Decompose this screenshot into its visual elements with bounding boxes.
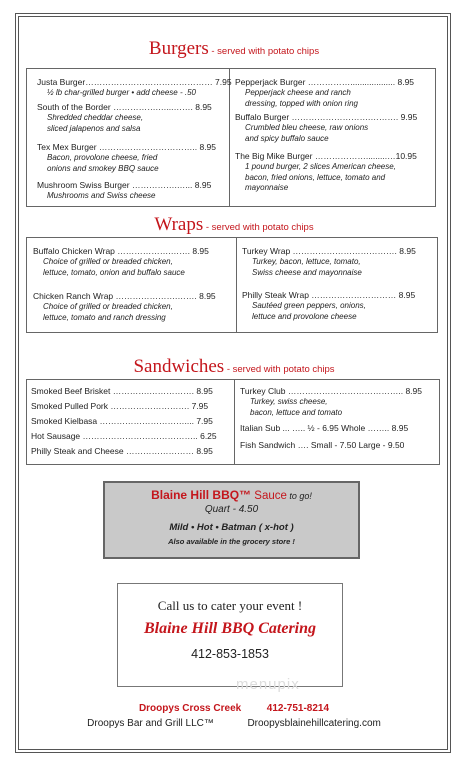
item-desc: dressing, topped with onion ring — [245, 98, 358, 108]
menupix-watermark: menupix — [236, 676, 300, 693]
item-desc: lettuce, tomato, onion and buffalo sauce — [43, 267, 185, 277]
item-desc: sliced jalapenos and salsa — [47, 123, 141, 133]
sandwiches-subtitle: - served with potato chips — [224, 364, 335, 375]
item-line: Hot Sausage ………………………………….. 6.25 — [31, 431, 217, 441]
menu-item — [37, 180, 211, 202]
menu-item — [37, 142, 216, 174]
footer-location: Droopys Cross Creek — [138, 703, 242, 714]
menu-item — [31, 386, 213, 397]
item-desc: bacon, lettuce and tomato — [250, 407, 343, 417]
menu-item — [240, 440, 404, 451]
menu-item — [33, 291, 216, 323]
menu-item — [235, 112, 417, 144]
item-line: Pepperjack Burger ……………................... 8.95 — [235, 77, 415, 87]
item-line: Fish Sandwich …. Small - 7.50 Large - 9.50 — [240, 440, 405, 450]
catering-callout: Call us to cater your event ! — [157, 598, 303, 613]
item-line: Italian Sub ... ….. ½ - 6.95 Whole …….. 8.95 — [240, 423, 409, 433]
footer-company-line — [0, 718, 468, 729]
menu-item — [37, 77, 232, 99]
item-line: Justa Burger……………………………………… 7.95 — [37, 77, 232, 87]
wraps-subtitle: - served with potato chips — [203, 222, 314, 233]
item-desc: Pepperjack cheese and ranch — [245, 88, 351, 97]
item-line: Turkey Wrap ………………………………. 8.95 — [242, 246, 416, 256]
item-line: Philly Steak and Cheese …………………… 8.95 — [31, 446, 213, 456]
item-desc: onions and smokey BBQ sauce — [47, 163, 159, 173]
menu-item — [240, 423, 408, 434]
item-line: South of the Border …………….…...……. 8.95 — [37, 102, 212, 112]
menu-item — [240, 386, 422, 418]
menu-item — [31, 446, 213, 457]
item-desc: Mushrooms and Swiss cheese — [47, 191, 156, 200]
item-line: Mushroom Swiss Burger …………….…... 8.95 — [37, 180, 212, 190]
catering-panel — [117, 583, 343, 687]
sandwiches-heading — [0, 356, 468, 378]
footer-location-line — [0, 703, 468, 714]
burgers-heading — [0, 38, 468, 60]
item-desc: 1 pound burger, 2 slices American cheese, — [245, 162, 396, 171]
footer-website: Droopysblainehillcatering.com — [247, 718, 381, 729]
burgers-title: Burgers — [148, 38, 209, 59]
item-line: Buffalo Chicken Wrap ……………….……. 8.95 — [33, 246, 209, 256]
item-desc: Choice of grilled or breaded chicken, — [43, 302, 173, 311]
item-desc: Turkey, bacon, lettuce, tomato, — [252, 257, 361, 266]
bbq-sauce-panel — [103, 481, 360, 559]
bbq-to-go: to go! — [286, 491, 312, 501]
bbq-quart-price: Quart - 4.50 — [204, 504, 259, 515]
sandwiches-title: Sandwiches — [133, 356, 225, 377]
bbq-heat-levels: Mild • Hot • Batman ( x-hot ) — [169, 522, 294, 533]
item-desc: ½ lb char-grilled burger • add cheese - .50 — [47, 88, 196, 97]
wraps-heading — [0, 214, 468, 236]
item-line: Tex Mex Burger …………………………….. 8.95 — [37, 142, 217, 152]
bbq-sauce-word: Sauce — [251, 490, 287, 502]
menu-item — [242, 246, 416, 278]
burgers-subtitle: - served with potato chips — [208, 46, 320, 57]
item-line: Buffalo Burger ……………………….………. 9.95 — [235, 112, 418, 122]
item-desc: Shredded cheddar cheese, — [47, 113, 144, 122]
wraps-box — [26, 237, 438, 333]
wraps-title: Wraps — [154, 214, 204, 235]
item-desc: Turkey, swiss cheese, — [250, 397, 328, 406]
footer-bar-name: Droopys Bar and Grill LLC™ — [87, 718, 214, 729]
item-desc: lettuce, tomato and ranch dressing — [43, 312, 166, 322]
footer-location-phone: 412-751-8214 — [266, 703, 330, 714]
menu-item — [31, 416, 213, 427]
wraps-divider — [236, 238, 237, 332]
item-desc: Swiss cheese and mayonnaise — [252, 267, 362, 277]
item-desc: Choice of grilled or breaded chicken, — [43, 257, 173, 266]
menu-item — [37, 102, 212, 134]
item-line: The Big Mike Burger ……………….........…10.95 — [235, 151, 417, 161]
menu-item — [33, 246, 209, 278]
menu-item — [242, 290, 415, 322]
item-desc: and spicy buffalo sauce — [245, 133, 329, 143]
item-line: Smoked Kielbasa ………………………….... 7.95 — [31, 416, 213, 426]
sandwiches-divider — [234, 380, 235, 464]
item-desc: Bacon, provolone cheese, fried — [47, 153, 158, 162]
item-desc: mayonnaise — [245, 183, 289, 192]
item-desc: Sautéed green peppers, onions, — [252, 301, 366, 310]
bbq-sauce-heading — [105, 488, 358, 502]
menu-item — [31, 431, 217, 442]
catering-name: Blaine Hill BBQ Catering — [143, 620, 317, 637]
sandwiches-box — [26, 379, 440, 465]
item-desc: bacon, fried onions, lettuce, tomato and — [245, 172, 386, 182]
item-line: Philly Steak Wrap ………………………… 8.95 — [242, 290, 416, 300]
menu-item — [31, 401, 208, 412]
menu-item — [235, 77, 414, 109]
item-desc: lettuce and provolone cheese — [252, 311, 357, 321]
item-line: Smoked Pulled Pork ………………………. 7.95 — [31, 401, 209, 411]
item-line: Smoked Beef Brisket ………….……………. 8.95 — [31, 386, 213, 396]
item-line: Chicken Ranch Wrap ………………….……. 8.95 — [33, 291, 216, 301]
menu-item — [235, 151, 417, 194]
catering-phone: 412-853-1853 — [191, 647, 269, 661]
burgers-box — [26, 68, 436, 207]
bbq-grocery-note: Also available in the grocery store ! — [168, 537, 295, 546]
item-line: Turkey Club ………………………………….. 8.95 — [240, 386, 422, 396]
bbq-sauce-name: Blaine Hill BBQ™ — [151, 488, 252, 502]
item-desc: Crumbled bleu cheese, raw onions — [245, 123, 369, 132]
